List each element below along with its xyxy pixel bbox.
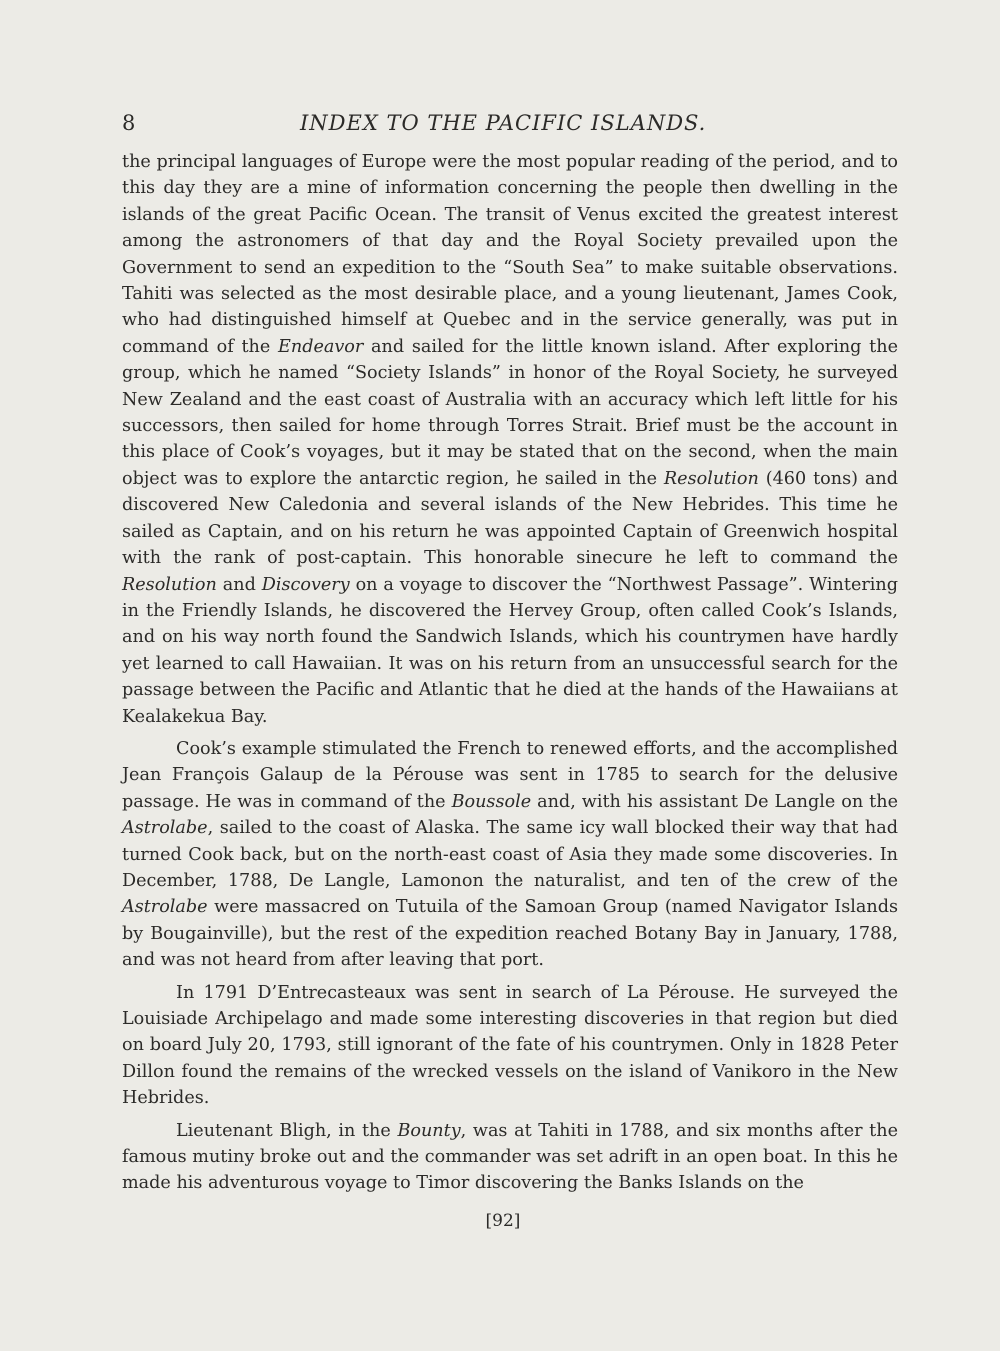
text-run: (460 tons) and discovered New Caledonia and several islands of the New Hebrides. This time he sailed as Captain, and on his return he was appointed Captain of Greenwich hospital with the rank of post-captain. This honorable sinecure he left to command the: [122, 468, 898, 569]
paragraph: [122, 1118, 898, 1197]
text-run: and: [216, 574, 262, 595]
text-run: on a voyage to discover the “Northwest Passage”. Wintering in the Friendly Islands, he discovered the Hervey Group, often called Cook’s Islands, and on his way north found the Sandwich Islands, which his countrymen have hardly yet learned to call Hawaiian. It was on his return from an unsuccessful search for the passage between the Pacific and Atlantic that he died at the hands of the Hawaiians at Kealakekua Bay.: [122, 574, 898, 727]
ship-name: Endeavor: [278, 336, 364, 357]
page-header: [122, 108, 722, 138]
paragraph: [122, 736, 898, 974]
text-run: Lieutenant Bligh, in the: [176, 1120, 398, 1141]
ship-name: Bounty: [397, 1120, 461, 1141]
text-run: , was at Tahiti in 1788, and six months after the famous mutiny broke out and the commander was set adrift in an open boat. In this he made his adventurous voyage to Timor discovering the Banks Islands on the: [122, 1120, 898, 1194]
ship-name: Astrolabe: [122, 818, 208, 839]
running-title: INDEX TO THE PACIFIC ISLANDS.: [300, 111, 707, 135]
text-run: and sailed for the little known island. After exploring the group, which he named “Society Islands” in honor of the Royal Society, he surveyed New Zealand and the east coast of Australia with an accuracy which left little for his successors, then sailed for home through Torres Strait. Brief must be the account in this place of Cook’s voyages, but it may be stated that on the second, when the main object was to explore the antarctic region, he sailed in the: [122, 336, 898, 489]
page-number: 8: [122, 111, 136, 135]
ship-name: Resolution: [122, 574, 217, 595]
ship-name: Boussole: [451, 791, 532, 812]
text-run: Cook’s example stimulated the French to renewed efforts, and the accomplished Jean François Galaup de la Pérouse was sent in 1785 to search for the delusive passage. He was in command of the: [122, 738, 898, 812]
page-folio: [92]: [485, 1211, 521, 1231]
text-run: the principal languages of Europe were the most popular reading of the period, and to this day they are a mine of information concerning the people then dwelling in the islands of the great Pacific Ocean. The transit of Venus excited the greatest interest among the astronomers of that day and the Royal Society prevailed upon the Government to send an expedition to the “South Sea” to make suitable observations. Tahiti was selected as the most desirable place, and a young lieutenant, James Cook, who had distinguished himself at Quebec and in the service generally, was put in command of the: [122, 152, 898, 357]
ship-name: Resolution: [663, 468, 759, 489]
ship-name: Astrolabe: [122, 897, 208, 918]
paragraph: [122, 149, 898, 730]
text-run: were massacred on Tutuila of the Samoan Group (named Navigator Islands by Bougainville), but the rest of the expedition reached Botany Bay in January, 1788, and was not heard from after leaving that port.: [122, 897, 898, 971]
ship-name: Discovery: [261, 574, 350, 595]
body-text: [122, 149, 898, 1203]
text-run: , sailed to the coast of Alaska. The same icy wall blocked their way that had turned Cook back, but on the north-east coast of Asia they made some discoveries. In December, 1788, De Langle, Lamonon the naturalist, and ten of the crew of the: [122, 818, 898, 891]
paragraph: [122, 980, 898, 1112]
text-run: In 1791 D’Entrecasteaux was sent in search of La Pérouse. He surveyed the Louisiade Archipelago and made some interesting discoveries in that region but died on board July 20, 1793, still ignorant of the fate of his countrymen. Only in 1828 Peter Dillon found the remains of the wrecked vessels on the island of Vanikoro in the New Hebrides.: [122, 982, 898, 1109]
text-run: and, with his assistant De Langle on the: [531, 791, 898, 812]
